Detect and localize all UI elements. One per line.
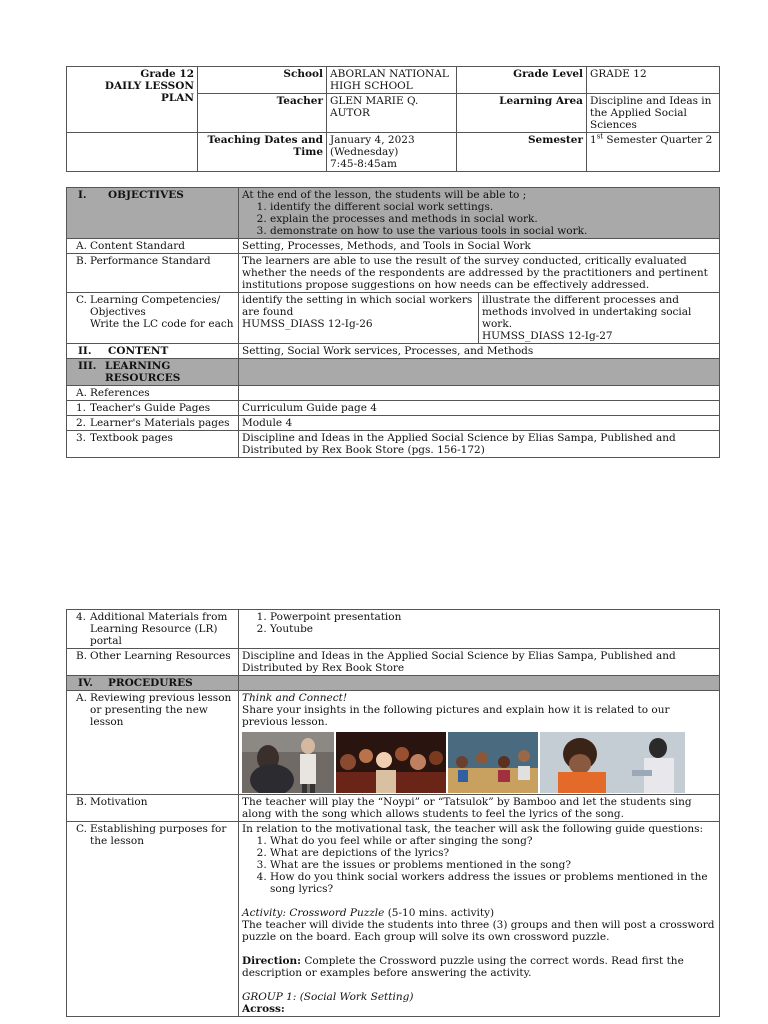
header-table xyxy=(66,66,720,172)
competency-2: illustrate the different processes and methods involved in undertaking social work. HUMSS_DIASS 12-Ig-27 xyxy=(479,293,720,344)
learners-materials-label: 2. Learner's Materials pages xyxy=(67,416,239,431)
textbook-label: 3. Textbook pages xyxy=(67,431,239,458)
resources-heading: III. LEARNING RESOURCES xyxy=(67,359,239,386)
across-label: Across: xyxy=(242,1003,285,1015)
activity-text: The teacher will divide the students into three (3) groups and then will post a crossword puzzle on the board. Each group will solve its own crossword puzzle. xyxy=(242,919,715,943)
content-value: Setting, Social Work services, Processes, and Methods xyxy=(239,344,720,359)
performance-standard-value: The learners are able to use the result of the survey conducted, critically evaluated whether the needs of the respondents are addressed by the practitioners and pertinent institutions propose suggestions on how needs can be effectively addressed. xyxy=(239,254,720,293)
content-standard-value: Setting, Processes, Methods, and Tools in Social Work xyxy=(239,239,720,254)
lesson-plan-title: Grade 12 DAILY LESSON PLAN xyxy=(67,67,198,133)
school-value: ABORLAN NATIONAL HIGH SCHOOL xyxy=(327,67,457,94)
direction-text: Direction: Complete the Crossword puzzle using the correct words. Read first the description or examples before answering the activity. xyxy=(242,955,684,979)
picture-classroom xyxy=(448,732,538,793)
additional-item: 2. Youtube xyxy=(270,623,716,635)
learning-area-value: Discipline and Ideas in the Applied Social Sciences xyxy=(587,94,720,133)
purposes-value: In relation to the motivational task, the teacher will ask the following guide questions: 1. What do you feel while or after singing the song? 2. What are depictions of the lyrics? 3. What are the issues or problems mentioned in the song? 4. How do you think social workers address the issues or problems mentioned in the song lyrics? Activity: Crossword Puzzle (5-10 mins. activity) The teacher will divide the students into three (3) groups and then will post a crossword puzzle on the board. Each group will solve its own crossword puzzle. Direction: Complete the Crossword puzzle using the correct words. Read first the description or examples before answering the activity. GROUP 1: (Social Work Setting) Across: xyxy=(239,822,720,1017)
objective-item: 3. demonstrate on how to use the various tools in social work. xyxy=(270,225,716,237)
teacher-value: GLEN MARIE Q. AUTOR xyxy=(327,94,457,133)
competencies-label: C. Learning Competencies/ Objectives Write the LC code for each xyxy=(67,293,239,344)
motivation-value: The teacher will play the “Noypi” or “Tatsulok” by Bamboo and let the students sing along with the song which allows students to feel the lyrics of the song. xyxy=(239,795,720,822)
teachers-guide-value: Curriculum Guide page 4 xyxy=(239,401,720,416)
grade-level-value: GRADE 12 xyxy=(587,67,720,94)
content-standard-label: A. Content Standard xyxy=(67,239,239,254)
references-label: A. References xyxy=(67,386,239,401)
teacher-label: Teacher xyxy=(198,94,327,133)
objectives-list: At the end of the lesson, the students will be able to ; 1. identify the different social work settings. 2. explain the processes and methods in social work. 3. demonstrate on how to use the various tools in social work. xyxy=(239,188,720,239)
teachers-guide-label: 1. Teacher's Guide Pages xyxy=(67,401,239,416)
guide-question: 4. How do you think social workers address the issues or problems mentioned in the song lyrics? xyxy=(270,871,716,895)
additional-item: 1. Powerpoint presentation xyxy=(270,611,716,623)
reviewing-pictures xyxy=(242,732,716,793)
objectives-heading: I. OBJECTIVES xyxy=(67,188,239,239)
learning-area-label: Learning Area xyxy=(457,94,587,133)
references-value xyxy=(239,386,720,401)
grade-level-label: Grade Level xyxy=(457,67,587,94)
reviewing-label: A. Reviewing previous lesson or presenting the new lesson xyxy=(67,691,239,795)
picture-sad-child xyxy=(242,732,334,793)
guide-question: 3. What are the issues or problems mentioned in the song? xyxy=(270,859,716,871)
school-label: School xyxy=(198,67,327,94)
reviewing-value: Think and Connect! Share your insights in the following pictures and explain how it is related to our previous lesson. xyxy=(239,691,720,795)
other-resources-value: Discipline and Ideas in the Applied Social Science by Elias Sampa, Published and Distributed by Rex Book Store xyxy=(239,649,720,676)
motivation-label: B. Motivation xyxy=(67,795,239,822)
additional-materials-value xyxy=(239,610,720,649)
dates-value: January 4, 2023 (Wednesday) 7:45-8:45am xyxy=(327,133,457,172)
objectives-table xyxy=(66,187,720,458)
picture-crowd xyxy=(336,732,446,793)
semester-value: 1st Semester Quarter 2 xyxy=(587,133,720,172)
additional-materials-label: 4. Additional Materials from Learning Resource (LR) portal xyxy=(67,610,239,649)
learners-materials-value: Module 4 xyxy=(239,416,720,431)
empty-cell xyxy=(67,133,198,172)
procedures-heading: IV. PROCEDURES xyxy=(67,676,239,691)
procedures-heading-fill xyxy=(239,676,720,691)
group-label: GROUP 1: (Social Work Setting) xyxy=(242,991,414,1003)
performance-standard-label: B. Performance Standard xyxy=(67,254,239,293)
objective-item: 1. identify the different social work settings. xyxy=(270,201,716,213)
guide-question: 1. What do you feel while or after singing the song? xyxy=(270,835,716,847)
resources-heading-fill xyxy=(239,359,720,386)
content-heading: II. CONTENT xyxy=(67,344,239,359)
purposes-label: C. Establishing purposes for the lesson xyxy=(67,822,239,1017)
dates-label: Teaching Dates and Time xyxy=(198,133,327,172)
picture-counseling xyxy=(540,732,685,793)
guide-question: 2. What are depictions of the lyrics? xyxy=(270,847,716,859)
semester-label: Semester xyxy=(457,133,587,172)
procedures-table xyxy=(66,609,720,1017)
competency-1: identify the setting in which social workers are found HUMSS_DIASS 12-Ig-26 xyxy=(239,293,479,344)
activity-title: Activity: Crossword Puzzle (5-10 mins. activity) xyxy=(242,907,495,919)
other-resources-label: B. Other Learning Resources xyxy=(67,649,239,676)
textbook-value: Discipline and Ideas in the Applied Social Science by Elias Sampa, Published and Distributed by Rex Book Store (pgs. 156-172) xyxy=(239,431,720,458)
objective-item: 2. explain the processes and methods in social work. xyxy=(270,213,716,225)
